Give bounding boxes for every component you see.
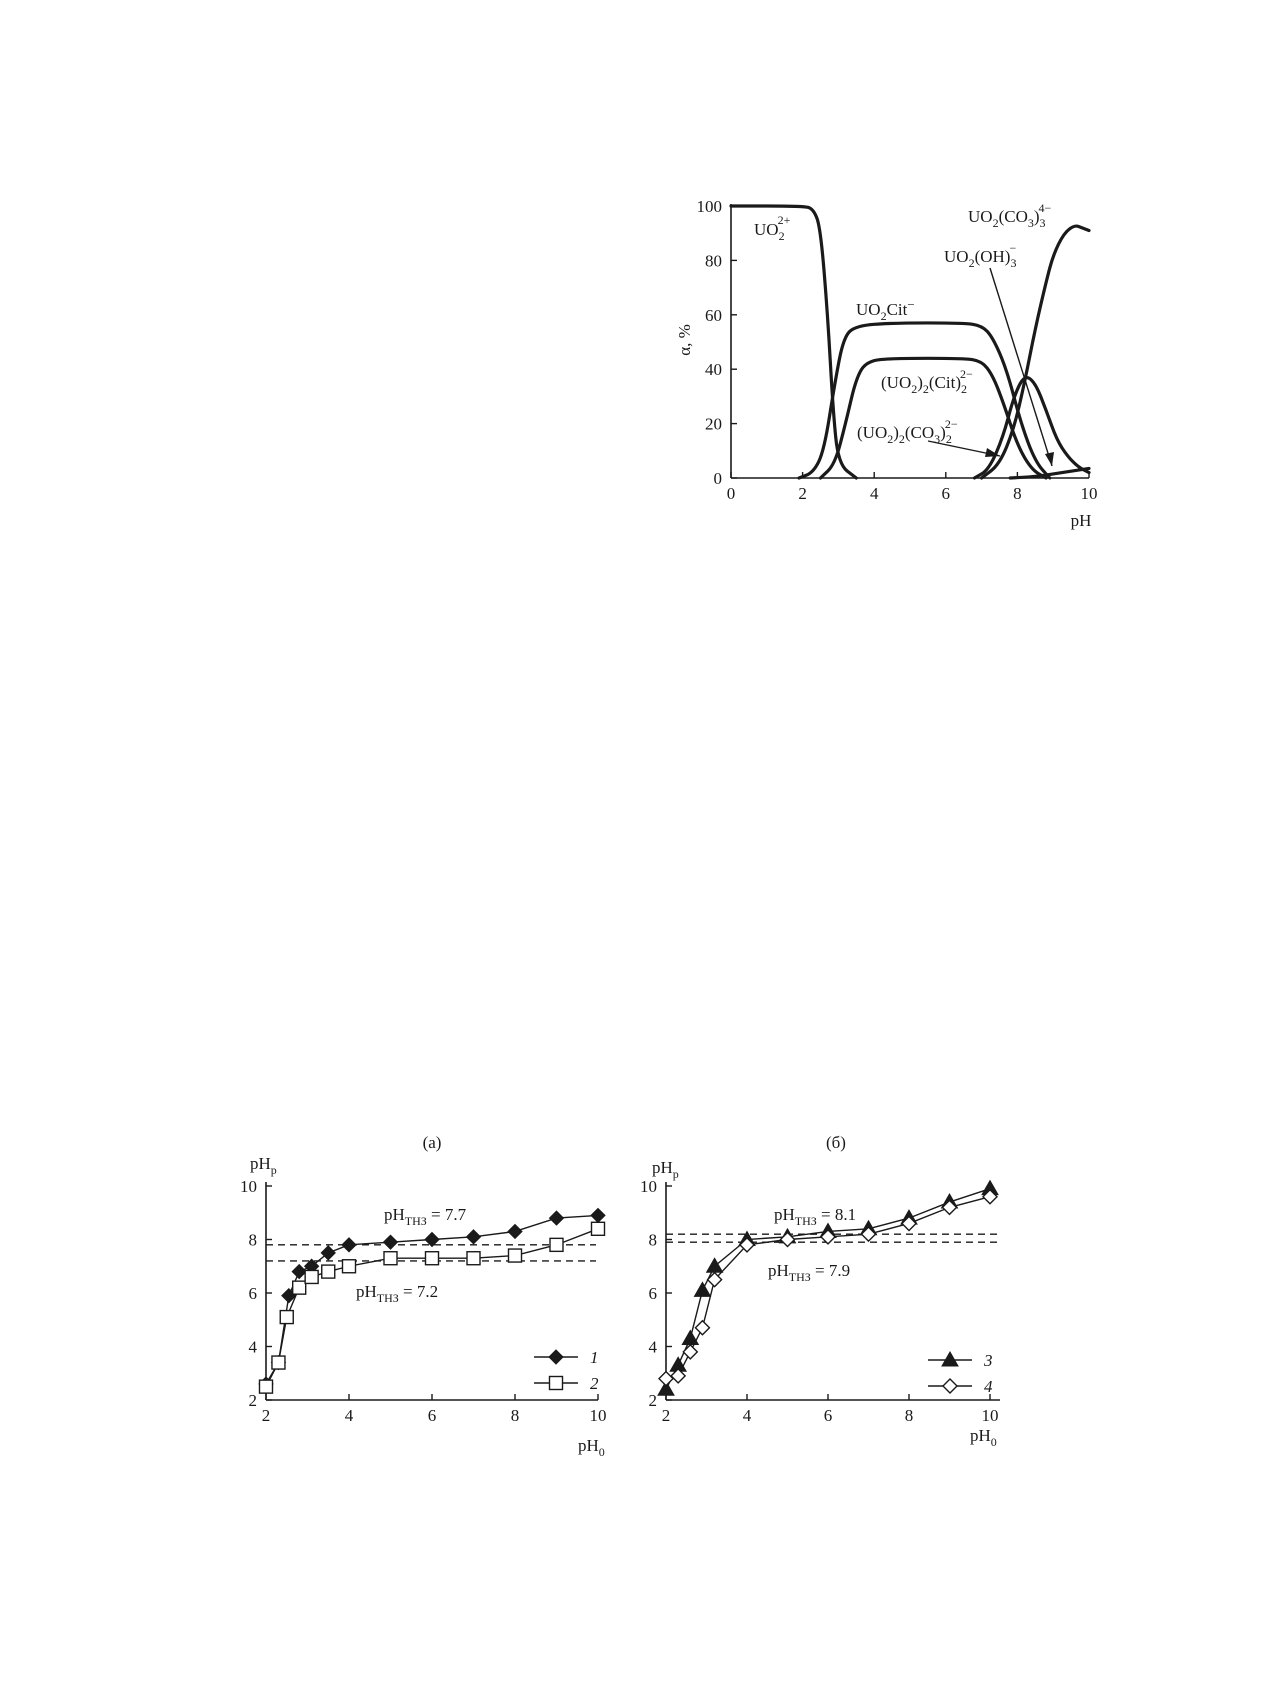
panel-a-series-2-point bbox=[426, 1252, 439, 1265]
panel-a-series-2-point bbox=[509, 1249, 522, 1262]
panel-a-y-tick-label: 2 bbox=[248, 1391, 257, 1410]
panel-a-ref-label-lower: $pH_{ТНЗ} = 7.2$ bbox=[356, 1282, 439, 1305]
panel-b-chart bbox=[640, 1133, 1000, 1449]
speciation-chart bbox=[675, 197, 1098, 530]
panel-a-x-tick-label: 4 bbox=[344, 1406, 354, 1425]
label-uo2oh3: $UO_2(OH)_3-$ bbox=[944, 241, 1017, 270]
speciation-x-tick-label: 2 bbox=[798, 484, 807, 503]
speciation-x-tick-label: 8 bbox=[1013, 484, 1022, 503]
panel-b-x-tick-label: 2 bbox=[661, 1406, 671, 1425]
panel-a-series-2-point bbox=[592, 1222, 605, 1235]
panel-b-x-tick-label: 8 bbox=[904, 1406, 914, 1425]
panel-a-series-2-point bbox=[305, 1270, 318, 1283]
panel-a-y-tick-label: 4 bbox=[248, 1337, 257, 1357]
label-uo2co33: $UO_2(CO_3)_34-$ bbox=[968, 201, 1052, 230]
panel-a-y-tick-label: 8 bbox=[248, 1230, 257, 1250]
speciation-x-tick-label: 6 bbox=[941, 484, 951, 503]
panel-b-xlabel: $pH_0$ bbox=[970, 1426, 997, 1449]
panel-a-x-tick-label: 6 bbox=[427, 1406, 437, 1425]
speciation-y-tick-label: 0 bbox=[713, 469, 722, 488]
legend-1-label: 1 bbox=[590, 1348, 599, 1367]
label-uo2-2plus: $UO_22+$ bbox=[754, 213, 791, 243]
panel-b-ref-label-upper: $pH_{ТНЗ} = 8.1$ bbox=[774, 1205, 857, 1228]
panel-a-series-2-point bbox=[550, 1238, 563, 1251]
panel-a-y-tick-label: 6 bbox=[248, 1284, 257, 1303]
speciation-y-tick-label: 40 bbox=[705, 360, 722, 380]
panel-a-series-1-point bbox=[467, 1230, 481, 1244]
panel-a-ref-label-upper: $pH_{ТНЗ} = 7.7$ bbox=[384, 1205, 467, 1228]
legend-3-label: 3 bbox=[984, 1351, 993, 1370]
panel-b-ref-label-lower: $pH_{ТНЗ} = 7.9$ bbox=[768, 1261, 851, 1284]
panel-b-y-tick-label: 10 bbox=[640, 1177, 657, 1196]
panel-b-series-3-point bbox=[707, 1258, 723, 1272]
panel-a-series-1-point bbox=[550, 1211, 564, 1225]
panel-b-series-4-point bbox=[683, 1345, 697, 1359]
panel-a-series-1-point bbox=[292, 1265, 306, 1279]
panel-b-series-3-point bbox=[694, 1282, 710, 1296]
speciation-x-tick-label: 0 bbox=[726, 484, 736, 503]
legend-3-marker bbox=[942, 1352, 958, 1366]
panel-b-y-tick-label: 6 bbox=[648, 1284, 657, 1303]
panel-a-series-2-point bbox=[293, 1281, 306, 1294]
label-uo22cit22: $(UO_2)_2(Cit)_22-$ bbox=[881, 367, 973, 396]
panel-b-title: (б) bbox=[826, 1133, 846, 1152]
panel-a-y-tick-label: 10 bbox=[240, 1177, 257, 1196]
speciation-y-tick-label: 100 bbox=[696, 197, 722, 216]
panel-b-y-tick-label: 4 bbox=[648, 1337, 657, 1357]
panel-a-series-2-point bbox=[322, 1265, 335, 1278]
panel-a-series-1-point bbox=[591, 1208, 605, 1222]
panel-b-series-3-point bbox=[682, 1330, 698, 1344]
panel-a-series-2-point bbox=[280, 1311, 293, 1324]
panel-a-series-1-point bbox=[342, 1238, 356, 1252]
arrow-head-uo2oh3 bbox=[1045, 452, 1054, 466]
panel-b-x-tick-label: 4 bbox=[742, 1406, 752, 1425]
panel-a-chart bbox=[240, 1133, 607, 1459]
speciation-x-tick-label: 4 bbox=[869, 484, 879, 503]
panel-b-series-4-point bbox=[695, 1321, 709, 1335]
panel-a-series-1-point bbox=[321, 1246, 335, 1260]
legend-4-marker bbox=[943, 1379, 957, 1393]
panel-a-x-tick-label: 10 bbox=[589, 1406, 607, 1425]
legend-2-label: 2 bbox=[590, 1374, 599, 1393]
speciation-y-tick-label: 60 bbox=[705, 305, 722, 325]
label-uo22co322: $(UO_2)_2(CO_3)_22-$ bbox=[857, 417, 958, 446]
panel-a-xlabel: $pH_0$ bbox=[578, 1436, 605, 1459]
panel-a-title: (а) bbox=[422, 1133, 442, 1152]
speciation-xlabel: pH bbox=[1070, 511, 1092, 530]
panel-b-x-tick-label: 6 bbox=[823, 1406, 833, 1425]
legend-2-marker bbox=[550, 1377, 563, 1390]
panel-b-ylabel: $pH_p$ bbox=[652, 1158, 679, 1181]
panel-a-ylabel: $pH_p$ bbox=[250, 1154, 277, 1177]
panel-a-series-2-point bbox=[272, 1356, 285, 1369]
panel-a-series-2-point bbox=[467, 1252, 480, 1265]
panel-a-x-tick-label: 8 bbox=[510, 1406, 520, 1425]
panel-a-series-2-point bbox=[260, 1380, 273, 1393]
panel-a-series-2-point bbox=[343, 1260, 356, 1273]
label-uo2cit: $UO_2Cit^-$ bbox=[856, 297, 915, 323]
panel-a-series-1-point bbox=[508, 1224, 522, 1238]
speciation-y-tick-label: 20 bbox=[705, 414, 722, 434]
speciation-ylabel: α, % bbox=[675, 324, 694, 356]
speciation-y-tick-label: 80 bbox=[705, 251, 722, 271]
panel-b-y-tick-label: 2 bbox=[648, 1391, 657, 1410]
panel-b-series-4-point bbox=[659, 1372, 673, 1386]
speciation-x-tick-label: 10 bbox=[1080, 484, 1098, 503]
legend-4-label: 4 bbox=[984, 1377, 993, 1396]
curve-5-uo2-2-co3-22 bbox=[974, 378, 1089, 478]
legend-1-marker bbox=[549, 1350, 563, 1364]
panel-b-y-tick-label: 8 bbox=[648, 1230, 657, 1250]
panel-b-x-tick-label: 10 bbox=[981, 1406, 999, 1425]
panel-a-series-2-point bbox=[384, 1252, 397, 1265]
curve-0-uo22 bbox=[731, 206, 856, 478]
panel-a-series-1-point bbox=[384, 1235, 398, 1249]
panel-a-x-tick-label: 2 bbox=[261, 1406, 271, 1425]
